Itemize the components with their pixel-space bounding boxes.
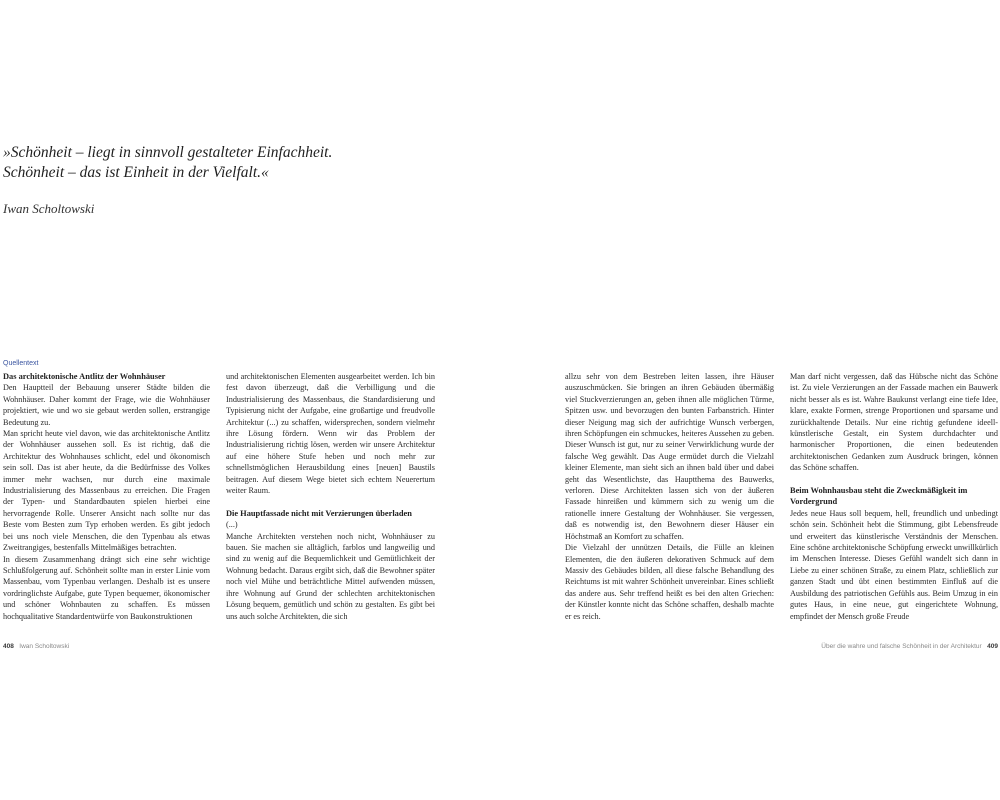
section-heading: Die Hauptfassade nicht mit Verzierungen überladen xyxy=(226,508,412,518)
paragraph: und architektonischen Elementen ausgearbeitet werden. Ich bin fest davon überzeugt, daß die Verbilligung und die Industrialisierung des Massenbaus, die Standardisierung und Typisierung nicht der Aufgabe, eine großartige und freudvolle Architektur (...) zu schaffen, widersprechen, sondern vielmehr ihre Lösung fördern. Wenn wir das Problem der Industrialisierung richtig lösen, werden wir unsere Architektur auf eine höhere Stufe heben und noch mehr zur schnellstmöglichen Herausbildung eines [neuen] Baustils beitragen. Auf diesem Wege bietet sich echtem Neuerertum weiter Raum. xyxy=(226,372,435,496)
text-column-1 xyxy=(3,371,210,622)
footer-left xyxy=(3,643,69,650)
paragraph: Man spricht heute viel davon, wie das architektonische Antlitz der Wohnhäuser aussehen soll. Es ist richtig, daß die Architektur des Wohnhauses schlicht, edel und ökonomisch sein soll. Das ist aber heute, da die Bedürfnisse des Volkes immer mehr wachsen, nur durch eine maximale Industrialisierung des Massenbaus zu erreichen. Die Fragen der Typen- und Standardbauten spielen hierbei eine hervorragende Rolle. Unserer Ansicht nach sollte nur das Beste vom Besten zum Typ erhoben werden. Es gibt jedoch bei uns noch viele Menschen, die den Typenbau als etwas Zweitrangiges, bestenfalls Mittelmäßiges betrachten. xyxy=(3,429,210,553)
running-head-right: Über die wahre und falsche Schönheit in der Architektur xyxy=(821,643,982,650)
running-head-left: Iwan Scholtowski xyxy=(19,643,70,650)
paragraph: Die Vielzahl der unnützen Details, die Fülle an kleinen Elementen, die den äußeren dekorativen Schmuck auf dem Massiv des Gebäudes bilden, all diese falsche Behandlung des Reichtums ist mit wahrer Schönheit unvereinbar. Eines schließt das andere aus. Sehr treffend heißt es bei den alten Griechen: der Künstler konnte nicht das Schöne schaffen, deshalb machte er es reich. xyxy=(565,543,774,621)
page-number-left: 408 xyxy=(3,643,14,650)
text-column-2 xyxy=(226,371,435,622)
paragraph: Jedes neue Haus soll bequem, hell, freundlich und unbedingt schön sein. Schönheit hebt die Stimmung, gibt Lebensfreude und erweitert das künstlerische Verständnis der Menschen. Eine schöne architektonische Schöpfung erweckt unwillkürlich im Menschen Interesse. Dieses Gefühl wandelt sich dann in Liebe zu einer schönen Straße, zu einem Platz, schließlich zur ganzen Stadt und übt einen bestimmten Einfluß auf die Ausbildung des patriotischen Gefühls aus. Beim Umzug in ein gutes Haus, in eine neue, gut eingerichtete Wohnung, empfindet der Mensch große Freude xyxy=(790,508,998,621)
epigraph-author: Iwan Scholtowski xyxy=(3,201,95,216)
paragraph: Manche Architekten verstehen noch nicht, Wohnhäuser zu bauen. Sie machen sie alltäglich, farblos und langweilig und sind zu wenig auf die Bequemlichkeit und Gemütlichkeit der Wohnung bedacht. Daraus ergibt sich, daß die Bewohner später noch viel Mühe und beträchtliche Mittel aufwenden müssen, ihre Wohnung auf Grund der schlechten architektonischen Lösung bequem, gemütlich und schön zu gestalten. Es gibt bei uns auch solche Architekten, die sich xyxy=(226,531,435,621)
text-column-4 xyxy=(790,371,998,622)
text-column-3 xyxy=(565,371,774,622)
paragraph: allzu sehr von dem Bestreben leiten lassen, ihre Häuser auszuschmücken. Sie bringen an ihren Gebäuden übermäßig viel Stuckverzierungen an, geben ihnen alle möglichen Türme, Spitzen usw. und bevorzugen den bunten Farbanstrich. Hinter dieser Neigung mag sich der aufrichtige Wunsch verbergen, ihren Schöpfungen ein schmuckes, heiteres Aussehen zu geben. Dieser Wunsch ist gut, nur zu seiner Verwirklichung wurde der falsche Weg gewählt. Das Auge ermüdet durch die Vielzahl kleiner Elemente, man sieht sich an ihnen bald über und dabei geht das Wesentlichste, das Hauptthema des Bauwerks, verloren. Diese Architekten lassen sich von der äußeren Fassade hinreißen und kümmern sich zu wenig um die rationelle innere Gestaltung der Wohnhäuser. Sie vergessen, daß es notwendig ist, den Bewohnern dieser Häuser ein Höchstmaß an Komfort zu schaffen. xyxy=(565,372,774,541)
footer-right xyxy=(821,643,998,650)
paragraph: Man darf nicht vergessen, daß das Hübsche nicht das Schöne ist. Zu viele Verzierungen an der Fassade machen ein Bauwerk nicht besser als es ist. Wahre Baukunst verlangt eine tiefe Idee, klare, exakte Formen, strenge Proportionen und sparsame und zurückhaltende Details. Nur eine richtig gefundene ideell-künstlerische Gestalt, ein System durchdachter und harmonischer Proportionen, die einen bedeutenden architektonischen Gedanken zum Ausdruck bringen, können das Schöne schaffen. xyxy=(790,372,998,473)
epigraph-line-2: Schönheit – das ist Einheit in der Vielfalt.« xyxy=(3,164,269,181)
section-heading: Beim Wohnhausbau steht die Zweckmäßigkeit im Vordergrund xyxy=(790,486,968,507)
paragraph: Den Hauptteil der Bebauung unserer Städte bilden die Wohnhäuser. Daher kommt der Frage, wie die Wohnhäuser projektiert, wie und wo sie gebaut werden sollen, erstrangige Bedeutung zu. xyxy=(3,383,210,427)
source-label: Quellentext xyxy=(3,360,39,367)
section-heading: Das architektonische Antlitz der Wohnhäuser xyxy=(3,372,166,381)
paragraph: In diesem Zusammenhang drängt sich eine sehr wichtige Schlußfolgerung auf. Schönheit sollte man in erster Linie vom Massenbau, vom Typenbau verlangen. Deshalb ist es unsere vordringlichste Aufgabe, gute Typen bequemer, ökonomischer und schöner Wohnbauten zu schaffen. Es müssen hochqualitative Standardentwürfe von Baukonstruktionen xyxy=(3,554,210,621)
ellipsis: (...) xyxy=(226,520,238,530)
page-number-right: 409 xyxy=(987,643,998,650)
epigraph-line-1: »Schönheit – liegt in sinnvoll gestalteter Einfachheit. xyxy=(3,144,333,161)
epigraph xyxy=(3,143,473,217)
